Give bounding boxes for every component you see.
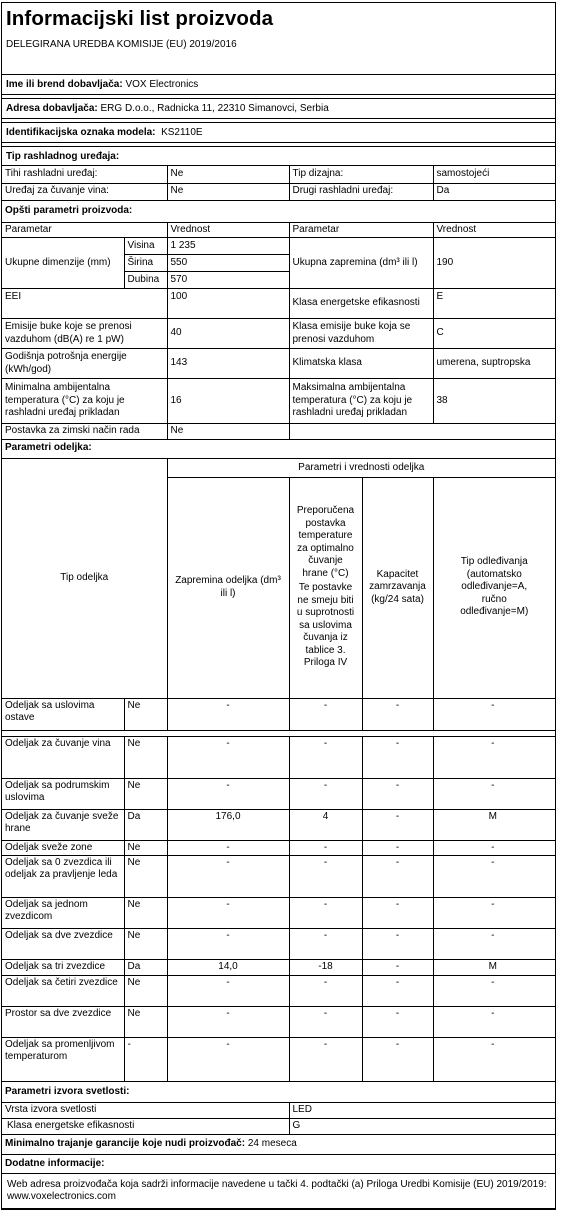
- light-class-value: G: [289, 1119, 555, 1135]
- compartment-present: Ne: [124, 736, 167, 778]
- value-header-2: Vrednost: [433, 223, 555, 238]
- freezing-capacity-header: Kapacitet zamrzavanja (kg/24 sata): [362, 477, 433, 698]
- compartment-present: Ne: [124, 975, 167, 1006]
- table-row: [2, 166, 555, 183]
- max-temp-label: Maksimalna ambijentalna temperatura (°C) za koju je rashladni uređaj prikladan: [289, 379, 433, 424]
- empty-cell: [289, 424, 555, 440]
- compartment-temperature: -18: [289, 959, 362, 975]
- compartment-name: Odeljak sa promenljivom temperaturom: [2, 1037, 124, 1081]
- temperature-header: [289, 477, 362, 698]
- additional-info-text: Web adresa proizvođača koja sadrži informacije navedene u tački 4. podtački (a) Priloga Uredbi Komisije (EU) 2019/2019: www.voxelectronics.com: [2, 1174, 555, 1209]
- compartment-freezing-capacity: -: [362, 840, 433, 855]
- noise-value: 40: [167, 319, 289, 349]
- compartment-present: Ne: [124, 840, 167, 855]
- type-section-title: Tip rashladnog uređaja:: [6, 150, 120, 162]
- min-temp-label: Minimalna ambijentalna temperatura (°C) za koju je rashladni uređaj prikladan: [2, 379, 167, 424]
- product-information-sheet: [1, 2, 556, 1210]
- table-row: [2, 1103, 555, 1119]
- compartment-temperature: -: [289, 928, 362, 959]
- compartment-row: [2, 1037, 555, 1081]
- header: [2, 3, 555, 75]
- value-header: Vrednost: [167, 223, 289, 238]
- temperature-header-note: Te postavke ne smeju biti u suprotnosti sa uslovima čuvanja iz tablice 3. Priloga IV: [296, 582, 355, 669]
- compartment-name: Odeljak sa 0 zvezdica ili odeljak za pravljenje leda: [2, 855, 124, 897]
- compartment-temperature: -: [289, 840, 362, 855]
- table-row: [2, 319, 555, 349]
- compartment-volume: -: [167, 1037, 289, 1081]
- compartment-present: Da: [124, 959, 167, 975]
- warranty-value: 24 meseca: [247, 1138, 297, 1150]
- page-title: Informacijski list proizvoda: [6, 7, 274, 30]
- other-appliance-value: Da: [433, 183, 555, 200]
- compartment-row: [2, 959, 555, 975]
- table-row: [2, 379, 555, 424]
- compartment-temperature: -: [289, 698, 362, 730]
- table-row: [2, 349, 555, 379]
- width-label: Širina: [124, 255, 167, 272]
- group-header-row: [2, 459, 555, 477]
- compartment-temperature: -: [289, 975, 362, 1006]
- eei-value: 100: [167, 289, 289, 319]
- compartment-present: Ne: [124, 897, 167, 928]
- depth-value: 570: [167, 272, 289, 289]
- supplier-name-value: VOX Electronics: [125, 79, 199, 90]
- compartment-name: Odeljak sa četiri zvezdice: [2, 975, 124, 1006]
- general-parameters-table: [2, 223, 555, 460]
- compartment-volume: -: [167, 698, 289, 730]
- compartment-name: Prostor sa dve zvezdice: [2, 1006, 124, 1037]
- compartment-volume: -: [167, 928, 289, 959]
- consumption-label: Godišnja potrošnja energije (kWh/god): [2, 349, 167, 379]
- model-row: [2, 123, 555, 143]
- compartment-defrost-type: -: [433, 975, 555, 1006]
- compartment-row: [2, 698, 555, 730]
- additional-info-row: [2, 1174, 555, 1209]
- light-type-label: Vrsta izvora svetlosti: [2, 1103, 289, 1119]
- volume-header: Zapremina odeljka (dm³ ili l): [167, 477, 289, 698]
- model-label: Identifikacijska oznaka modela:: [6, 127, 156, 138]
- table-row: [2, 289, 555, 319]
- wine-appliance-label: Uređaj za čuvanje vina:: [2, 183, 167, 200]
- param-header: Parametar: [2, 223, 167, 238]
- warranty-cell: [2, 1135, 555, 1155]
- eei-label: EEI: [2, 289, 167, 319]
- design-type-label: Tip dizajna:: [289, 166, 433, 183]
- energy-class-value: E: [433, 289, 555, 319]
- winter-mode-value: Ne: [167, 424, 289, 440]
- compartment-volume: -: [167, 778, 289, 809]
- design-type-value: samostojeći: [433, 166, 555, 183]
- compartment-defrost-type: -: [433, 1006, 555, 1037]
- compartment-group-header: Parametri i vrednosti odeljka: [167, 459, 555, 477]
- climate-value: umerena, suptropska: [433, 349, 555, 379]
- general-section-title-row: [2, 200, 555, 222]
- light-type-value: LED: [289, 1103, 555, 1119]
- max-temp-value: 38: [433, 379, 555, 424]
- height-label: Visina: [124, 238, 167, 255]
- light-section-title-row: [2, 1082, 555, 1103]
- compartments-section-title-row: [2, 440, 555, 459]
- compartment-temperature: -: [289, 736, 362, 778]
- depth-label: Dubina: [124, 272, 167, 289]
- compartment-freezing-capacity: -: [362, 897, 433, 928]
- compartment-defrost-type: -: [433, 928, 555, 959]
- compartment-type-header: Tip odeljka: [2, 459, 167, 698]
- compartment-freezing-capacity: -: [362, 736, 433, 778]
- compartment-row: [2, 975, 555, 1006]
- compartment-present: Da: [124, 809, 167, 840]
- compartment-freezing-capacity: -: [362, 778, 433, 809]
- table-row: [2, 238, 555, 255]
- compartment-name: Odeljak sa jednom zvezdicom: [2, 897, 124, 928]
- compartment-row: [2, 736, 555, 778]
- compartment-row: [2, 928, 555, 959]
- height-value: 1 235: [167, 238, 289, 255]
- compartment-freezing-capacity: -: [362, 928, 433, 959]
- compartment-row: [2, 1006, 555, 1037]
- compartment-defrost-type: -: [433, 840, 555, 855]
- compartment-freezing-capacity: -: [362, 809, 433, 840]
- noise-class-value: C: [433, 319, 555, 349]
- temperature-header-main: Preporučena postavka temperature za optimalno čuvanje hrane (°C): [296, 505, 355, 579]
- supplier-address-row: [2, 99, 555, 119]
- compartment-volume: -: [167, 855, 289, 897]
- table-row: [2, 1119, 555, 1135]
- energy-class-label: Klasa energetske efikasnosti: [289, 289, 433, 319]
- other-appliance-label: Drugi rashladni uređaj:: [289, 183, 433, 200]
- param-header-2: Parametar: [289, 223, 433, 238]
- compartment-defrost-type: M: [433, 809, 555, 840]
- compartment-name: Odeljak sa podrumskim uslovima: [2, 778, 124, 809]
- compartment-defrost-type: -: [433, 897, 555, 928]
- table-row: [2, 183, 555, 200]
- compartment-row: [2, 809, 555, 840]
- compartment-temperature: 4: [289, 809, 362, 840]
- compartment-present: Ne: [124, 1006, 167, 1037]
- table-row: [2, 424, 555, 440]
- compartment-freezing-capacity: -: [362, 1037, 433, 1081]
- min-temp-value: 16: [167, 379, 289, 424]
- compartment-volume: -: [167, 975, 289, 1006]
- compartment-volume: -: [167, 840, 289, 855]
- appliance-type-table: [2, 166, 555, 223]
- compartments-table: [2, 459, 555, 1082]
- additional-section-title-row: [2, 1155, 555, 1174]
- compartment-present: Ne: [124, 855, 167, 897]
- compartment-present: Ne: [124, 698, 167, 730]
- compartment-name: Odeljak za čuvanje sveže hrane: [2, 809, 124, 840]
- width-value: 550: [167, 255, 289, 272]
- compartment-defrost-type: -: [433, 778, 555, 809]
- noise-class-label: Klasa emisije buke koja se prenosi vazduhom: [289, 319, 433, 349]
- compartment-row: [2, 855, 555, 897]
- compartment-name: Odeljak sa dve zvezdice: [2, 928, 124, 959]
- regulation-subtitle: DELEGIRANA UREDBA KOMISIJE (EU) 2019/2016: [6, 39, 237, 50]
- compartment-temperature: -: [289, 1006, 362, 1037]
- total-volume-value: 190: [433, 238, 555, 289]
- compartment-volume: 14,0: [167, 959, 289, 975]
- climate-label: Klimatska klasa: [289, 349, 433, 379]
- warranty-label: Minimalno trajanje garancije koje nudi proizvođač:: [5, 1138, 246, 1150]
- silent-appliance-value: Ne: [167, 166, 289, 183]
- compartment-defrost-type: -: [433, 1037, 555, 1081]
- table-header-row: [2, 223, 555, 238]
- light-source-table: [2, 1082, 555, 1210]
- compartment-freezing-capacity: -: [362, 1006, 433, 1037]
- compartment-name: Odeljak za čuvanje vina: [2, 736, 124, 778]
- light-class-label: Klasa energetske efikasnosti: [2, 1119, 289, 1135]
- supplier-name-label: Ime ili brend dobavljača:: [6, 79, 123, 90]
- compartment-temperature: -: [289, 897, 362, 928]
- compartment-row: [2, 778, 555, 809]
- supplier-name-row: [2, 75, 555, 95]
- dimensions-label: Ukupne dimenzije (mm): [2, 238, 124, 289]
- noise-label: Emisije buke koje se prenosi vazduhom (dB(A) re 1 pW): [2, 319, 167, 349]
- compartment-name: Odeljak sa uslovima ostave: [2, 698, 124, 730]
- compartment-freezing-capacity: -: [362, 698, 433, 730]
- compartment-defrost-type: -: [433, 736, 555, 778]
- compartment-freezing-capacity: -: [362, 959, 433, 975]
- compartment-volume: -: [167, 897, 289, 928]
- defrost-type-header: Tip odleđivanja (automatsko odleđivanje=A, ručno odleđivanje=M): [433, 477, 555, 698]
- additional-section-title: Dodatne informacije:: [2, 1155, 555, 1174]
- compartment-temperature: -: [289, 778, 362, 809]
- consumption-value: 143: [167, 349, 289, 379]
- compartment-present: Ne: [124, 778, 167, 809]
- compartment-defrost-type: -: [433, 855, 555, 897]
- supplier-address-value: ERG D.o.o., Radnicka 11, 22310 Simanovci, Serbia: [100, 103, 329, 114]
- compartment-volume: -: [167, 736, 289, 778]
- compartment-volume: -: [167, 1006, 289, 1037]
- silent-appliance-label: Tihi rashladni uređaj:: [2, 166, 167, 183]
- compartment-defrost-type: M: [433, 959, 555, 975]
- compartment-temperature: -: [289, 1037, 362, 1081]
- model-value: KS2110E: [161, 127, 203, 138]
- wine-appliance-value: Ne: [167, 183, 289, 200]
- type-section-title-row: [2, 147, 555, 166]
- light-section-title: Parametri izvora svetlosti:: [2, 1082, 555, 1103]
- compartment-temperature: -: [289, 855, 362, 897]
- total-volume-label: Ukupna zapremina (dm³ ili l): [289, 238, 433, 289]
- compartment-present: -: [124, 1037, 167, 1081]
- supplier-address-label: Adresa dobavljača:: [6, 103, 98, 114]
- compartment-volume: 176,0: [167, 809, 289, 840]
- warranty-row: [2, 1135, 555, 1155]
- general-section-title: Opšti parametri proizvoda:: [2, 200, 555, 222]
- compartment-defrost-type: -: [433, 698, 555, 730]
- compartments-section-title: Parametri odeljka:: [2, 440, 555, 459]
- compartment-name: Odeljak sa tri zvezdice: [2, 959, 124, 975]
- compartment-freezing-capacity: -: [362, 855, 433, 897]
- winter-mode-label: Postavka za zimski način rada: [2, 424, 167, 440]
- compartment-name: Odeljak sveže zone: [2, 840, 124, 855]
- compartment-present: Ne: [124, 928, 167, 959]
- compartment-row: [2, 840, 555, 855]
- compartment-freezing-capacity: -: [362, 975, 433, 1006]
- compartment-row: [2, 897, 555, 928]
